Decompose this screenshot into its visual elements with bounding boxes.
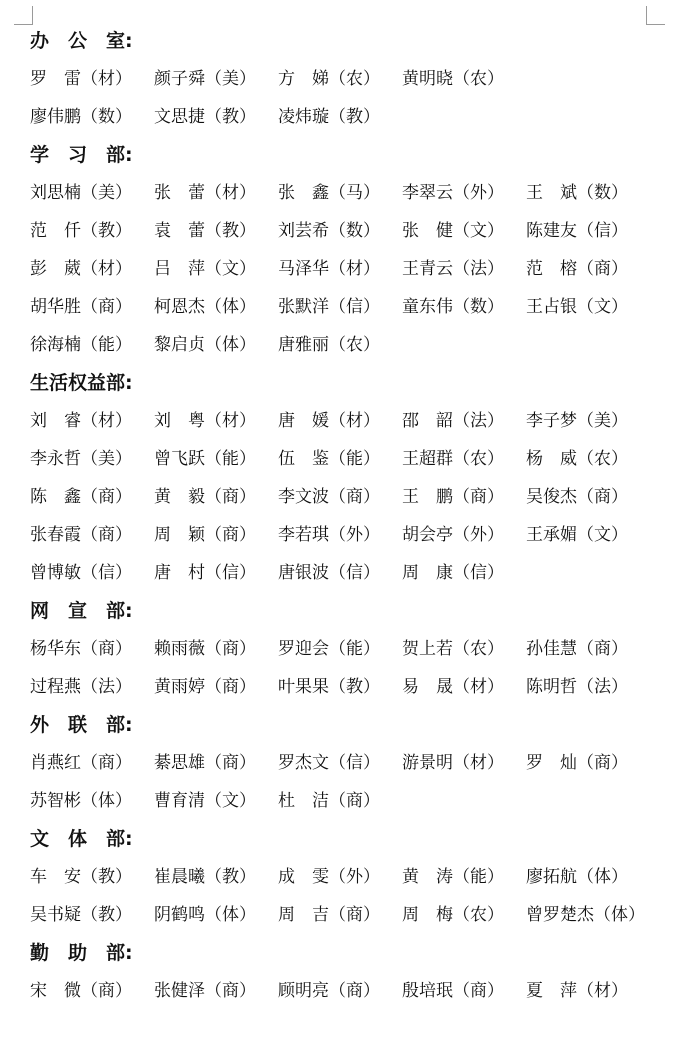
member-college-tag: （农） <box>453 69 504 89</box>
member-entry <box>30 858 154 896</box>
member-name: 罗迎会 <box>278 639 329 659</box>
member-college-tag: （教） <box>205 867 256 887</box>
member-name: 张健泽 <box>154 981 205 1001</box>
member-college-tag: （体） <box>577 867 628 887</box>
member-name: 赖雨薇 <box>154 639 205 659</box>
member-entry <box>278 326 402 364</box>
member-entry <box>526 402 650 440</box>
member-name: 贺上若 <box>402 639 453 659</box>
member-name: 曾罗楚杰 <box>526 905 594 925</box>
member-entry <box>30 972 154 1010</box>
member-name: 王承媚 <box>526 525 577 545</box>
member-name: 孙佳慧 <box>526 639 577 659</box>
member-name: 肖燕红 <box>30 753 81 773</box>
member-entry <box>402 212 526 250</box>
member-entry <box>526 212 650 250</box>
member-college-tag: （农） <box>329 335 380 355</box>
member-entry <box>526 896 650 934</box>
member-entry <box>278 858 402 896</box>
member-name: 李永哲 <box>30 449 81 469</box>
member-name: 王占银 <box>526 297 577 317</box>
department-heading: 网 宣 部: <box>30 600 133 622</box>
member-name: 夏 萍 <box>526 981 577 1001</box>
member-name: 黎启贞 <box>154 335 205 355</box>
member-entry <box>278 554 402 592</box>
member-college-tag: （体） <box>205 297 256 317</box>
member-college-tag: （美） <box>205 69 256 89</box>
member-name: 胡会亭 <box>402 525 453 545</box>
member-entry <box>402 402 526 440</box>
member-name: 游景明 <box>402 753 453 773</box>
member-college-tag: （教） <box>81 867 132 887</box>
member-entry <box>154 60 278 98</box>
member-entry <box>154 326 278 364</box>
member-college-tag: （信） <box>81 563 132 583</box>
department-section <box>30 820 660 934</box>
member-name: 马泽华 <box>278 259 329 279</box>
member-college-tag: （材） <box>453 753 504 773</box>
member-entry <box>30 402 154 440</box>
member-entry <box>526 744 650 782</box>
member-entry <box>526 440 650 478</box>
member-name: 胡华胜 <box>30 297 81 317</box>
member-row <box>30 972 660 1010</box>
member-name: 唐雅丽 <box>278 335 329 355</box>
member-name: 刘 睿 <box>30 411 81 431</box>
member-college-tag: （材） <box>329 259 380 279</box>
member-college-tag: （教） <box>81 221 132 241</box>
member-college-tag: （外） <box>453 183 504 203</box>
member-name: 王 斌 <box>526 183 577 203</box>
member-name: 陈 鑫 <box>30 487 81 507</box>
member-row <box>30 402 660 440</box>
member-name: 范 榕 <box>526 259 577 279</box>
member-entry <box>154 250 278 288</box>
member-name: 曹育清 <box>154 791 205 811</box>
member-college-tag: （能） <box>329 639 380 659</box>
member-college-tag: （文） <box>577 297 628 317</box>
member-row <box>30 212 660 250</box>
member-name: 李若琪 <box>278 525 329 545</box>
member-college-tag: （能） <box>205 449 256 469</box>
member-row <box>30 782 660 820</box>
member-entry <box>154 440 278 478</box>
member-name: 殷培珉 <box>402 981 453 1001</box>
member-name: 柯恩杰 <box>154 297 205 317</box>
member-name: 曾飞跃 <box>154 449 205 469</box>
member-name: 范 仟 <box>30 221 81 241</box>
member-college-tag: （美） <box>81 449 132 469</box>
member-college-tag: （外） <box>453 525 504 545</box>
member-name: 陈建友 <box>526 221 577 241</box>
member-entry <box>154 782 278 820</box>
member-name: 周 吉 <box>278 905 329 925</box>
member-college-tag: （农） <box>453 905 504 925</box>
member-entry <box>278 516 402 554</box>
member-name: 阴鹤鸣 <box>154 905 205 925</box>
member-college-tag: （商） <box>81 981 132 1001</box>
member-name: 吴俊杰 <box>526 487 577 507</box>
member-name: 周 康 <box>402 563 453 583</box>
member-entry <box>30 516 154 554</box>
member-name: 袁 蕾 <box>154 221 205 241</box>
member-entry <box>154 478 278 516</box>
member-entry <box>30 896 154 934</box>
member-entry <box>526 516 650 554</box>
member-entry <box>278 440 402 478</box>
member-entry <box>30 326 154 364</box>
member-name: 顾明亮 <box>278 981 329 1001</box>
member-entry <box>278 250 402 288</box>
member-entry <box>278 668 402 706</box>
member-entry <box>154 516 278 554</box>
member-college-tag: （商） <box>329 981 380 1001</box>
member-name: 罗杰文 <box>278 753 329 773</box>
member-name: 李翠云 <box>402 183 453 203</box>
member-name: 周 梅 <box>402 905 453 925</box>
member-college-tag: （文） <box>453 221 504 241</box>
member-name: 吕 萍 <box>154 259 205 279</box>
member-name: 李文波 <box>278 487 329 507</box>
department-section <box>30 364 660 592</box>
member-entry <box>402 972 526 1010</box>
member-college-tag: （材） <box>329 411 380 431</box>
member-entry <box>30 174 154 212</box>
member-entry <box>402 554 526 592</box>
member-college-tag: （商） <box>577 487 628 507</box>
member-entry <box>526 478 650 516</box>
member-entry <box>154 288 278 326</box>
member-college-tag: （能） <box>453 867 504 887</box>
member-row <box>30 668 660 706</box>
member-entry <box>154 896 278 934</box>
member-college-tag: （商） <box>453 487 504 507</box>
member-college-tag: （数） <box>453 297 504 317</box>
member-college-tag: （材） <box>453 677 504 697</box>
member-entry <box>30 668 154 706</box>
department-heading: 勤 助 部: <box>30 942 133 964</box>
member-name: 罗 雷 <box>30 69 81 89</box>
department-heading: 文 体 部: <box>30 828 133 850</box>
member-college-tag: （法） <box>453 259 504 279</box>
member-row <box>30 98 660 136</box>
member-name: 宋 微 <box>30 981 81 1001</box>
member-name: 黄 涛 <box>402 867 453 887</box>
member-entry <box>278 972 402 1010</box>
member-college-tag: （教） <box>329 107 380 127</box>
member-college-tag: （材） <box>205 411 256 431</box>
member-row <box>30 516 660 554</box>
department-section <box>30 22 660 136</box>
member-college-tag: （商） <box>205 753 256 773</box>
member-college-tag: （材） <box>81 259 132 279</box>
member-name: 唐 村 <box>154 563 205 583</box>
member-entry <box>526 668 650 706</box>
member-row <box>30 174 660 212</box>
member-entry <box>154 98 278 136</box>
member-entry <box>402 896 526 934</box>
member-college-tag: （信） <box>329 753 380 773</box>
member-entry <box>278 288 402 326</box>
member-name: 张 鑫 <box>278 183 329 203</box>
department-section <box>30 136 660 364</box>
member-name: 杨华东 <box>30 639 81 659</box>
member-college-tag: （商） <box>577 259 628 279</box>
member-name: 杨 威 <box>526 449 577 469</box>
member-college-tag: （教） <box>205 221 256 241</box>
member-row <box>30 896 660 934</box>
member-college-tag: （商） <box>81 487 132 507</box>
member-entry <box>278 744 402 782</box>
member-college-tag: （商） <box>329 487 380 507</box>
member-name: 刘思楠 <box>30 183 81 203</box>
member-college-tag: （商） <box>577 639 628 659</box>
member-name: 苏智彬 <box>30 791 81 811</box>
member-entry <box>154 858 278 896</box>
member-entry <box>402 440 526 478</box>
member-college-tag: （农） <box>453 639 504 659</box>
department-section <box>30 934 660 1010</box>
member-college-tag: （教） <box>205 107 256 127</box>
member-entry <box>30 744 154 782</box>
department-heading: 学 习 部: <box>30 144 133 166</box>
member-entry <box>30 554 154 592</box>
member-college-tag: （农） <box>453 449 504 469</box>
member-entry <box>30 782 154 820</box>
member-entry <box>30 98 154 136</box>
member-college-tag: （能） <box>329 449 380 469</box>
member-name: 刘 粤 <box>154 411 205 431</box>
member-college-tag: （商） <box>81 753 132 773</box>
member-entry <box>154 212 278 250</box>
member-name: 王 鹏 <box>402 487 453 507</box>
member-row <box>30 250 660 288</box>
member-entry <box>154 174 278 212</box>
member-name: 綦思雄 <box>154 753 205 773</box>
member-college-tag: （数） <box>329 221 380 241</box>
member-college-tag: （材） <box>205 183 256 203</box>
member-college-tag: （商） <box>577 753 628 773</box>
member-row <box>30 326 660 364</box>
member-entry <box>30 440 154 478</box>
member-name: 廖拓航 <box>526 867 577 887</box>
member-name: 张春霞 <box>30 525 81 545</box>
member-entry <box>154 554 278 592</box>
member-name: 张默洋 <box>278 297 329 317</box>
member-entry <box>278 402 402 440</box>
member-name: 唐 媛 <box>278 411 329 431</box>
member-college-tag: （美） <box>577 411 628 431</box>
member-name: 周 颖 <box>154 525 205 545</box>
member-entry <box>278 478 402 516</box>
member-college-tag: （数） <box>577 183 628 203</box>
member-name: 黄明晓 <box>402 69 453 89</box>
member-entry <box>526 972 650 1010</box>
member-entry <box>30 212 154 250</box>
member-entry <box>526 174 650 212</box>
member-name: 罗 灿 <box>526 753 577 773</box>
department-heading: 外 联 部: <box>30 714 133 736</box>
member-row <box>30 478 660 516</box>
member-entry <box>526 858 650 896</box>
member-row <box>30 554 660 592</box>
member-name: 颜子舜 <box>154 69 205 89</box>
member-entry <box>154 668 278 706</box>
department-heading: 生活权益部: <box>30 372 133 394</box>
member-name: 崔晨曦 <box>154 867 205 887</box>
member-college-tag: （文） <box>205 259 256 279</box>
member-college-tag: （商） <box>81 639 132 659</box>
member-name: 过程燕 <box>30 677 81 697</box>
member-name: 伍 鉴 <box>278 449 329 469</box>
member-entry <box>526 250 650 288</box>
member-college-tag: （商） <box>81 297 132 317</box>
member-name: 车 安 <box>30 867 81 887</box>
member-college-tag: （体） <box>81 791 132 811</box>
member-name: 黄 毅 <box>154 487 205 507</box>
member-entry <box>402 174 526 212</box>
member-entry <box>402 288 526 326</box>
member-name: 陈明哲 <box>526 677 577 697</box>
member-entry <box>526 288 650 326</box>
member-entry <box>278 212 402 250</box>
member-entry <box>30 478 154 516</box>
member-entry <box>154 630 278 668</box>
member-college-tag: （教） <box>81 905 132 925</box>
member-entry <box>278 174 402 212</box>
member-entry <box>278 896 402 934</box>
member-name: 易 晟 <box>402 677 453 697</box>
member-name: 方 娣 <box>278 69 329 89</box>
member-entry <box>154 972 278 1010</box>
member-entry <box>154 744 278 782</box>
member-row <box>30 288 660 326</box>
member-entry <box>278 60 402 98</box>
member-college-tag: （法） <box>81 677 132 697</box>
member-name: 杜 洁 <box>278 791 329 811</box>
member-entry <box>402 478 526 516</box>
member-college-tag: （商） <box>205 487 256 507</box>
member-college-tag: （文） <box>205 791 256 811</box>
member-college-tag: （外） <box>329 867 380 887</box>
member-entry <box>30 630 154 668</box>
member-college-tag: （体） <box>205 335 256 355</box>
member-name: 曾博敏 <box>30 563 81 583</box>
member-college-tag: （商） <box>205 677 256 697</box>
member-name: 彭 葳 <box>30 259 81 279</box>
member-name: 文思捷 <box>154 107 205 127</box>
member-row <box>30 440 660 478</box>
department-heading: 办 公 室: <box>30 30 133 52</box>
member-name: 邵 韶 <box>402 411 453 431</box>
member-name: 叶果果 <box>278 677 329 697</box>
member-college-tag: （美） <box>81 183 132 203</box>
member-name: 李子梦 <box>526 411 577 431</box>
member-name: 廖伟鹏 <box>30 107 81 127</box>
member-college-tag: （商） <box>453 981 504 1001</box>
member-entry <box>154 402 278 440</box>
member-college-tag: （材） <box>81 69 132 89</box>
member-college-tag: （数） <box>81 107 132 127</box>
member-row <box>30 744 660 782</box>
member-college-tag: （法） <box>453 411 504 431</box>
member-entry <box>402 250 526 288</box>
member-name: 刘芸希 <box>278 221 329 241</box>
member-college-tag: （体） <box>205 905 256 925</box>
member-college-tag: （信） <box>205 563 256 583</box>
member-college-tag: （信） <box>329 563 380 583</box>
member-college-tag: （体） <box>594 905 645 925</box>
member-entry <box>402 516 526 554</box>
department-section <box>30 706 660 820</box>
member-college-tag: （商） <box>205 639 256 659</box>
member-entry <box>30 288 154 326</box>
member-college-tag: （文） <box>577 525 628 545</box>
member-name: 张 蕾 <box>154 183 205 203</box>
member-entry <box>402 630 526 668</box>
member-name: 吴书疑 <box>30 905 81 925</box>
member-college-tag: （外） <box>329 525 380 545</box>
member-name: 黄雨婷 <box>154 677 205 697</box>
member-college-tag: （信） <box>577 221 628 241</box>
member-name: 凌炜璇 <box>278 107 329 127</box>
member-college-tag: （商） <box>81 525 132 545</box>
member-college-tag: （能） <box>81 335 132 355</box>
member-college-tag: （教） <box>329 677 380 697</box>
document-body <box>30 22 660 1010</box>
member-college-tag: （马） <box>329 183 380 203</box>
member-college-tag: （商） <box>329 791 380 811</box>
member-entry <box>278 630 402 668</box>
member-name: 童东伟 <box>402 297 453 317</box>
member-college-tag: （农） <box>577 449 628 469</box>
member-name: 成 雯 <box>278 867 329 887</box>
member-entry <box>278 98 402 136</box>
member-college-tag: （商） <box>205 525 256 545</box>
member-entry <box>526 630 650 668</box>
member-entry <box>30 250 154 288</box>
member-college-tag: （材） <box>577 981 628 1001</box>
member-name: 张 健 <box>402 221 453 241</box>
member-college-tag: （农） <box>329 69 380 89</box>
member-entry <box>402 668 526 706</box>
member-name: 徐海楠 <box>30 335 81 355</box>
member-college-tag: （法） <box>577 677 628 697</box>
member-row <box>30 858 660 896</box>
member-college-tag: （信） <box>453 563 504 583</box>
department-section <box>30 592 660 706</box>
member-row <box>30 630 660 668</box>
member-entry <box>402 744 526 782</box>
member-entry <box>402 60 526 98</box>
member-name: 唐银波 <box>278 563 329 583</box>
member-college-tag: （商） <box>205 981 256 1001</box>
member-row <box>30 60 660 98</box>
member-college-tag: （商） <box>329 905 380 925</box>
member-entry <box>402 858 526 896</box>
member-college-tag: （信） <box>329 297 380 317</box>
member-name: 王超群 <box>402 449 453 469</box>
member-college-tag: （材） <box>81 411 132 431</box>
member-entry <box>278 782 402 820</box>
member-entry <box>30 60 154 98</box>
member-name: 王青云 <box>402 259 453 279</box>
